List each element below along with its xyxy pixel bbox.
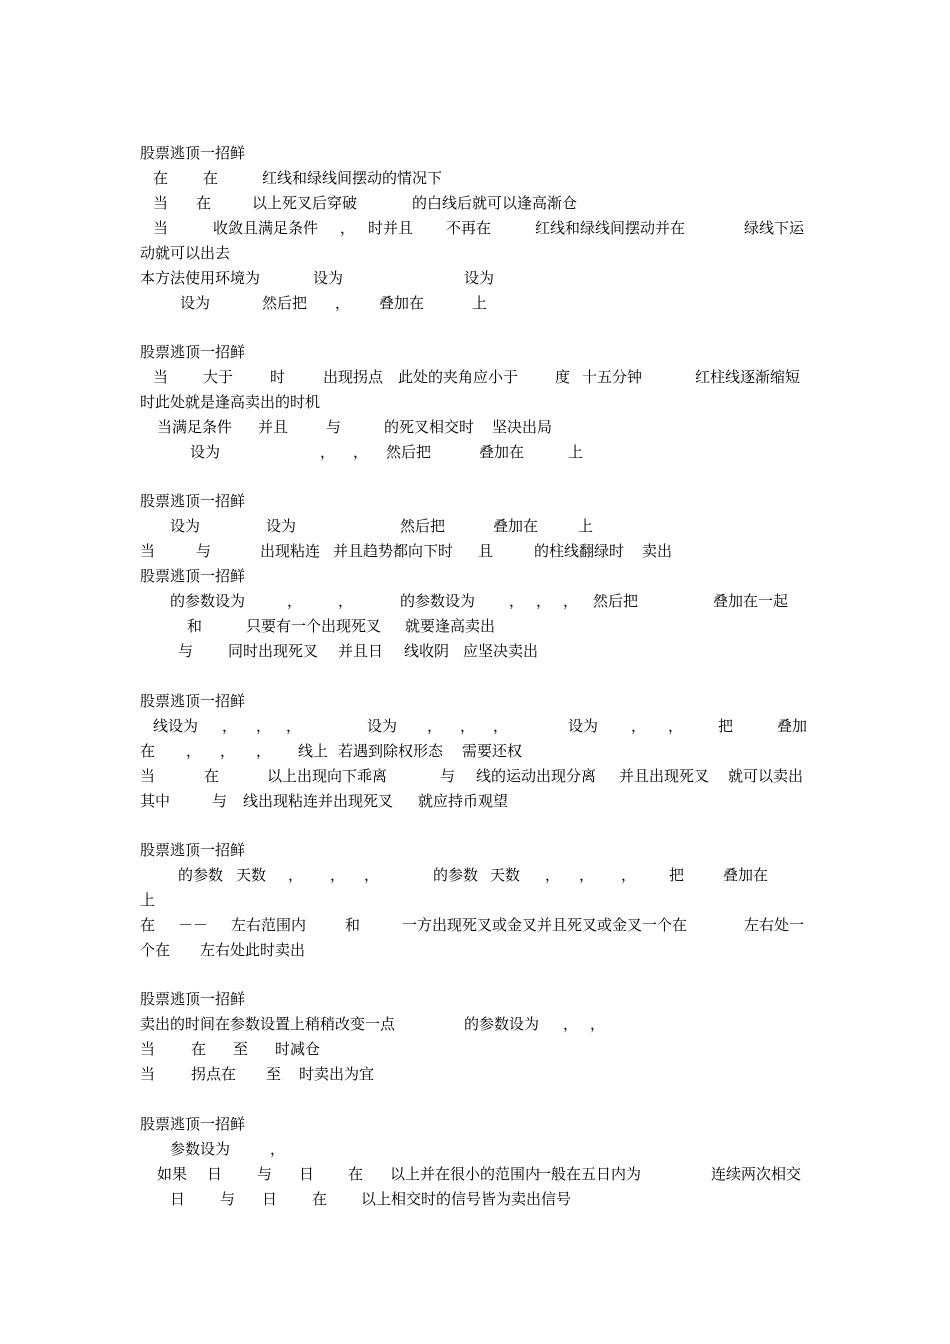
- text-fragment: 线的运动出现分离: [476, 767, 597, 785]
- text-fragment: 并且日: [338, 642, 384, 660]
- text-fragment: 同时出现死叉: [228, 642, 319, 660]
- text-fragment: 设为: [170, 517, 201, 535]
- text-fragment: ，: [668, 717, 684, 735]
- text-fragment: ，: [631, 717, 647, 735]
- section-title: [140, 565, 820, 587]
- text-fragment: ，: [288, 866, 304, 884]
- text-fragment: ，: [536, 592, 552, 610]
- text-fragment: ，: [563, 1015, 579, 1033]
- text-fragment: 当: [140, 767, 156, 785]
- text-line: [140, 267, 820, 289]
- text-fragment: 当: [153, 194, 169, 212]
- text-fragment: 线设为: [153, 717, 199, 735]
- text-fragment: 把: [718, 717, 734, 735]
- text-fragment: ，: [364, 866, 380, 884]
- text-fragment: 线收阴: [404, 642, 450, 660]
- text-fragment: 设为: [180, 294, 211, 312]
- text-fragment: 当满足条件: [157, 418, 233, 436]
- text-fragment: 叠加在: [723, 866, 769, 884]
- text-fragment: 线上: [298, 742, 329, 760]
- text-fragment: 坚决出局: [492, 418, 553, 436]
- text-fragment: 在: [204, 767, 220, 785]
- text-fragment: 然后把: [400, 517, 446, 535]
- text-line: [140, 416, 820, 438]
- text-fragment: 设为: [568, 717, 599, 735]
- text-fragment: 上: [140, 891, 156, 909]
- text-fragment: 在: [191, 1040, 207, 1058]
- text-fragment: 与: [212, 792, 228, 810]
- text-line: [140, 740, 820, 762]
- title-text: 股票逃顶一招鲜: [140, 1115, 246, 1133]
- text-fragment: 就要逢高卖出: [405, 617, 496, 635]
- text-fragment: 卖出的时间在参数设置上稍稍改变一点: [140, 1015, 396, 1033]
- text-fragment: 叠加在: [493, 517, 539, 535]
- text-fragment: 上: [568, 443, 584, 461]
- text-fragment: 在: [140, 742, 156, 760]
- text-line: [140, 1038, 820, 1060]
- text-line: [140, 889, 820, 911]
- text-fragment: ，: [222, 717, 238, 735]
- text-fragment: 需要还权: [462, 742, 523, 760]
- text-fragment: ，: [493, 717, 509, 735]
- text-fragment: 在: [203, 169, 219, 187]
- text-line: [140, 192, 820, 214]
- text-fragment: 当: [153, 368, 169, 386]
- text-line: [140, 1188, 820, 1210]
- text-fragment: 十五分钟: [582, 368, 643, 386]
- text-fragment: ，: [353, 443, 369, 461]
- text-fragment: 叠加在一起: [713, 592, 789, 610]
- text-line: [140, 391, 820, 413]
- text-fragment: 的参数: [433, 866, 479, 884]
- text-fragment: 天数: [236, 866, 267, 884]
- text-fragment: 当: [140, 1065, 156, 1083]
- section-title: [140, 142, 820, 164]
- text-fragment: 当: [140, 1040, 156, 1058]
- text-fragment: 在: [153, 169, 169, 187]
- text-fragment: 连续两次相交: [711, 1165, 802, 1183]
- text-fragment: 叠加在: [379, 294, 425, 312]
- text-line: [140, 790, 820, 812]
- text-fragment: 与: [178, 642, 194, 660]
- text-fragment: 度: [555, 368, 571, 386]
- text-fragment: 个在: [140, 941, 171, 959]
- text-fragment: 出现拐点: [323, 368, 384, 386]
- text-fragment: 的白线后就可以逢高渐仓: [412, 194, 578, 212]
- title-text: 股票逃顶一招鲜: [140, 567, 246, 585]
- text-fragment: 一方出现死叉或金叉并且死叉或金叉一个在: [402, 916, 688, 934]
- text-fragment: 然后把: [593, 592, 639, 610]
- section-title: [140, 341, 820, 363]
- text-fragment: 左右范围内: [231, 916, 307, 934]
- text-fragment: 日: [262, 1190, 278, 1208]
- text-fragment: ，: [340, 219, 356, 237]
- text-fragment: 与: [257, 1165, 273, 1183]
- text-fragment: ，: [579, 866, 595, 884]
- text-line: [140, 939, 820, 961]
- text-fragment: 红柱线逐渐缩短: [695, 368, 801, 386]
- text-fragment: 至: [266, 1065, 282, 1083]
- text-fragment: 线出现粘连并出现死叉: [243, 792, 394, 810]
- text-line: [140, 1063, 820, 1085]
- text-fragment: 设为: [190, 443, 221, 461]
- text-fragment: 时: [270, 368, 286, 386]
- text-fragment: 时卖出为宜: [299, 1065, 375, 1083]
- text-line: [140, 1013, 820, 1035]
- text-line: [140, 590, 820, 612]
- text-line: [140, 540, 820, 562]
- text-line: [140, 441, 820, 463]
- text-fragment: 设为: [464, 269, 495, 287]
- title-text: 股票逃顶一招鲜: [140, 343, 246, 361]
- text-fragment: 上: [472, 294, 488, 312]
- text-fragment: 若遇到除权形态: [338, 742, 444, 760]
- text-fragment: 此处的夹角应小于: [398, 368, 519, 386]
- section-title: [140, 1113, 820, 1135]
- text-fragment: 的死叉相交时: [384, 418, 475, 436]
- text-fragment: 和: [345, 916, 361, 934]
- text-line: [140, 615, 820, 637]
- text-fragment: ，: [563, 592, 579, 610]
- text-fragment: 本方法使用环境为: [140, 269, 261, 287]
- text-fragment: 参数设为: [170, 1140, 231, 1158]
- text-fragment: 且: [478, 542, 494, 560]
- title-text: 股票逃顶一招鲜: [140, 492, 246, 510]
- text-fragment: 的参数设为: [170, 592, 246, 610]
- text-fragment: 设为: [367, 717, 398, 735]
- text-fragment: ，: [545, 866, 561, 884]
- text-fragment: 与: [196, 542, 212, 560]
- text-fragment: 红线和绿线间摆动并在: [535, 219, 686, 237]
- text-line: [140, 715, 820, 737]
- text-fragment: 就应持币观望: [418, 792, 509, 810]
- text-fragment: 并且出现死叉: [619, 767, 710, 785]
- text-fragment: ，: [186, 742, 202, 760]
- text-fragment: ，: [287, 592, 303, 610]
- text-fragment: 以上出现向下乖离: [267, 767, 388, 785]
- text-fragment: 在: [312, 1190, 328, 1208]
- section-title: [140, 839, 820, 861]
- title-text: 股票逃顶一招鲜: [140, 692, 246, 710]
- text-fragment: 日: [207, 1165, 223, 1183]
- text-fragment: ，: [286, 717, 302, 735]
- text-fragment: 的柱线翻绿时: [534, 542, 625, 560]
- text-fragment: ，: [427, 717, 443, 735]
- text-fragment: 就可以卖出: [728, 767, 804, 785]
- text-fragment: 日: [170, 1190, 186, 1208]
- text-fragment: 叠加在: [479, 443, 525, 461]
- text-fragment: 卖出: [642, 542, 673, 560]
- text-fragment: 在: [196, 194, 212, 212]
- text-fragment: 其中: [140, 792, 171, 810]
- text-fragment: 然后把: [386, 443, 432, 461]
- text-fragment: 叠加: [777, 717, 808, 735]
- text-fragment: ，: [621, 866, 637, 884]
- text-line: [140, 292, 820, 314]
- text-fragment: 并且趋势都向下时: [333, 542, 454, 560]
- text-fragment: 以上相交时的信号皆为卖出信号: [361, 1190, 572, 1208]
- text-line: [140, 914, 820, 936]
- text-fragment: 收敛且满足条件: [213, 219, 319, 237]
- text-line: [140, 864, 820, 886]
- text-fragment: ，: [256, 717, 272, 735]
- section-title: [140, 690, 820, 712]
- text-fragment: 拐点在: [191, 1065, 237, 1083]
- text-fragment: 动就可以出去: [140, 244, 231, 262]
- text-fragment: 与: [220, 1190, 236, 1208]
- section-title: [140, 988, 820, 1010]
- text-fragment: 出现粘连: [260, 542, 321, 560]
- text-fragment: 一般在五日内为: [536, 1165, 642, 1183]
- text-fragment: 左右处此时卖出: [200, 941, 306, 959]
- text-fragment: 红线和绿线间摆动的情况下: [262, 169, 443, 187]
- text-fragment: 以上并在很小的范围内: [390, 1165, 541, 1183]
- text-fragment: 只要有一个出现死叉: [246, 617, 382, 635]
- text-fragment: ，: [330, 866, 346, 884]
- text-fragment: 当: [140, 542, 156, 560]
- title-text: 股票逃顶一招鲜: [140, 144, 246, 162]
- text-line: [140, 167, 820, 189]
- section-title: [140, 490, 820, 512]
- text-fragment: 的参数设为: [464, 1015, 540, 1033]
- text-fragment: 把: [669, 866, 685, 884]
- text-line: [140, 366, 820, 388]
- text-line: [140, 242, 820, 264]
- text-fragment: ，: [335, 294, 351, 312]
- text-fragment: 大于: [203, 368, 234, 386]
- text-fragment: 上: [578, 517, 594, 535]
- text-fragment: 在: [140, 916, 156, 934]
- text-fragment: ，: [256, 742, 272, 760]
- text-fragment: 左右处一: [744, 916, 805, 934]
- text-line: [140, 515, 820, 537]
- text-fragment: 天数: [490, 866, 521, 884]
- text-line: [140, 640, 820, 662]
- text-line: [140, 217, 820, 239]
- text-fragment: 当: [153, 219, 169, 237]
- text-fragment: 然后把: [262, 294, 308, 312]
- title-text: 股票逃顶一招鲜: [140, 841, 246, 859]
- text-fragment: ，: [220, 742, 236, 760]
- text-fragment: ，: [509, 592, 525, 610]
- text-fragment: 绿线下运: [744, 219, 805, 237]
- text-line: [140, 1138, 820, 1160]
- text-fragment: ，: [338, 592, 354, 610]
- text-line: [140, 1163, 820, 1185]
- text-fragment: 至: [233, 1040, 249, 1058]
- text-fragment: 如果: [157, 1165, 188, 1183]
- text-fragment: 在: [348, 1165, 364, 1183]
- text-fragment: 并且: [258, 418, 289, 436]
- text-fragment: 时并且: [368, 219, 414, 237]
- text-fragment: 设为: [313, 269, 344, 287]
- text-fragment: －－: [178, 916, 209, 934]
- text-fragment: 日: [299, 1165, 315, 1183]
- text-fragment: ，: [460, 717, 476, 735]
- text-fragment: 和: [187, 617, 203, 635]
- text-line: [140, 765, 820, 787]
- text-fragment: 应坚决卖出: [463, 642, 539, 660]
- text-fragment: 的参数设为: [400, 592, 476, 610]
- text-fragment: 设为: [266, 517, 297, 535]
- text-fragment: 与: [440, 767, 456, 785]
- text-fragment: 与: [326, 418, 342, 436]
- text-fragment: 以上死叉后穿破: [252, 194, 358, 212]
- text-fragment: 时此处就是逢高卖出的时机: [140, 393, 321, 411]
- title-text: 股票逃顶一招鲜: [140, 990, 246, 1008]
- text-fragment: ，: [320, 443, 336, 461]
- text-fragment: 的参数: [178, 866, 224, 884]
- text-fragment: ，: [590, 1015, 606, 1033]
- text-fragment: 时减仓: [275, 1040, 321, 1058]
- text-fragment: ，: [270, 1140, 286, 1158]
- text-fragment: 不再在: [446, 219, 492, 237]
